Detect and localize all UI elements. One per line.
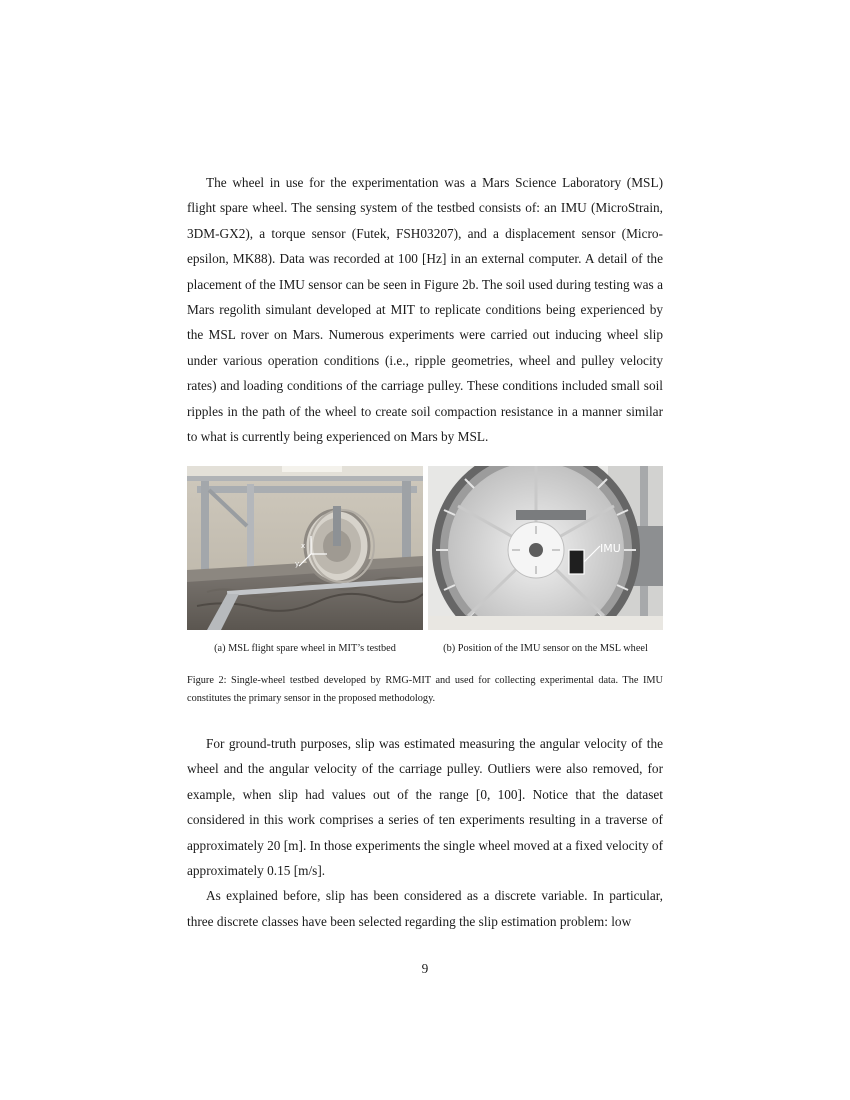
figure-2	[187, 466, 663, 711]
imu-wheel-illustration	[428, 466, 663, 630]
paragraph-ground-truth: For ground-truth purposes, slip was estimated measuring the angular velocity of the wheel and the angular velocity of the carriage pulley. Outliers were also removed, for example, when slip had values out of the range [0, 100]. Notice that the dataset considered in this work comprises a series of ten experiments resulting in a traverse of approximately 20 [m]. In those experiments the single wheel moved at a fixed velocity of approximately 0.15 [m/s].	[187, 736, 663, 879]
axis-label-y: y	[295, 560, 300, 568]
testbed-illustration	[187, 466, 423, 630]
body-text-top	[187, 170, 663, 449]
figure-2a-testbed-photo	[187, 466, 423, 630]
body-text-bottom	[187, 731, 663, 934]
paragraph-slip-classes: As explained before, slip has been considered as a discrete variable. In particular, three discrete classes have been selected regarding the slip estimation problem: low	[187, 888, 663, 929]
subcaption-a: (a) MSL flight spare wheel in MIT’s testbed	[214, 643, 396, 654]
page-number: 9	[421, 961, 429, 976]
imu-sensor-marker	[569, 550, 584, 574]
axis-label-x: x	[301, 542, 306, 550]
figure-2b-imu-photo	[428, 466, 663, 630]
imu-label: IMU	[600, 542, 621, 555]
figure-caption: Figure 2: Single-wheel testbed developed by RMG-MIT and used for collecting experimental data. The IMU constitutes the primary sensor in the proposed methodology.	[187, 675, 663, 704]
subcaption-b: (b) Position of the IMU sensor on the MSL wheel	[443, 643, 648, 654]
paragraph-testbed-description: The wheel in use for the experimentation was a Mars Science Laboratory (MSL) flight spare wheel. The sensing system of the testbed consists of: an IMU (MicroStrain, 3DM-GX2), a torque sensor (Futek, FSH03207), and a displacement sensor (Micro-epsilon, MK88). Data was recorded at 100 [Hz] in an external computer. A detail of the placement of the IMU sensor can be seen in Figure 2b. The soil used during testing was a Mars regolith simulant developed at MIT to replicate conditions being experienced by the MSL rover on Mars. Numerous experiments were carried out inducing wheel slip under various operation conditions (i.e., ripple geometries, wheel and pulley velocity rates) and loading conditions of the carriage pulley. These conditions included small soil ripples in the path of the wheel to create soil compaction resistance in a manner similar to what is currently being experienced on Mars by MSL.	[187, 175, 663, 445]
paper-page	[187, 0, 663, 1100]
